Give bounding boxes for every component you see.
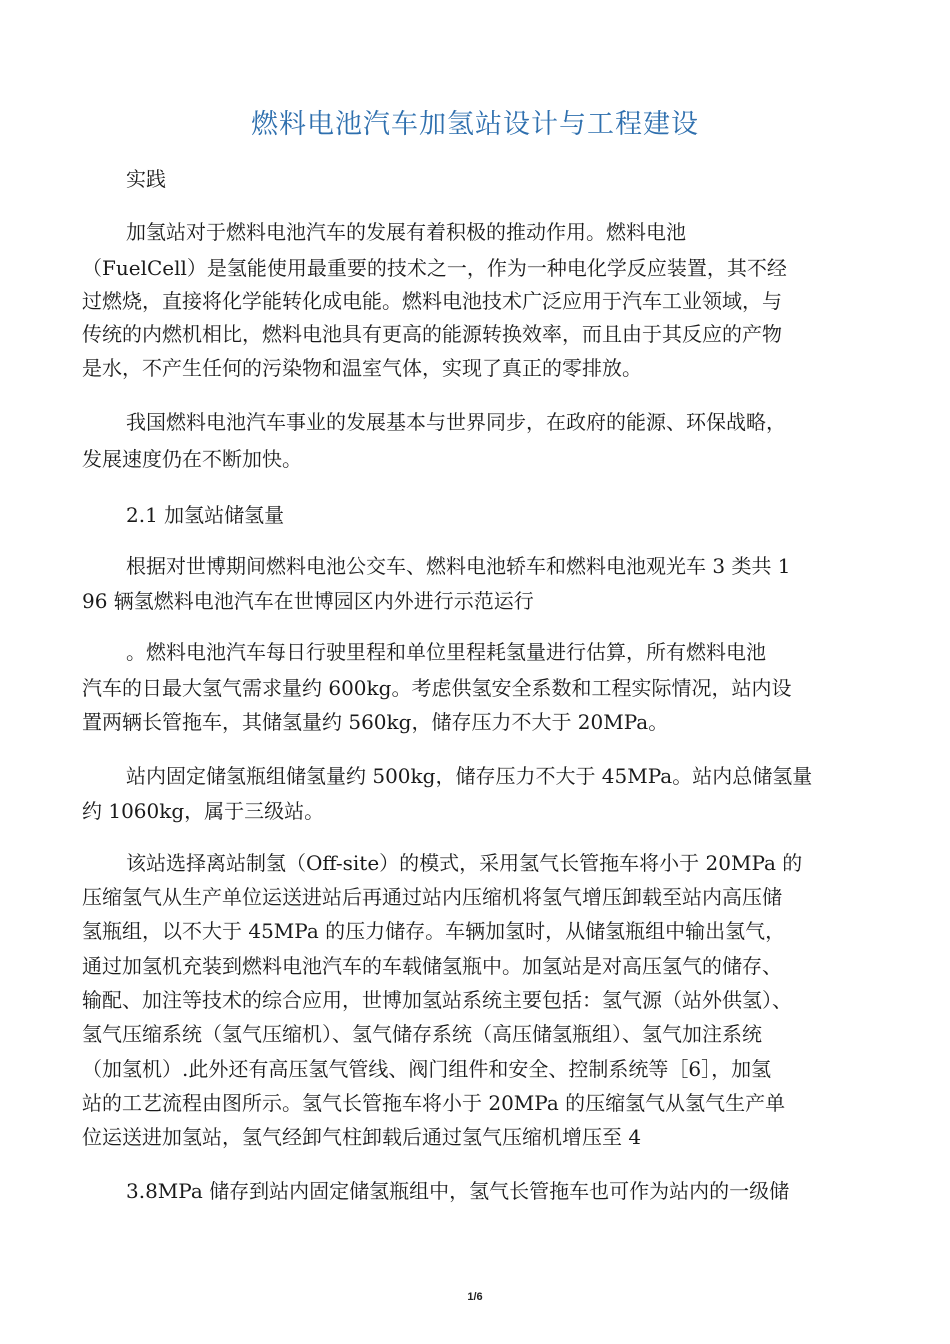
- text-line: 约 1060kg，属于三级站。: [82, 799, 325, 823]
- text-line: 该站选择离站制氢（Off-site）的模式，采用氢气长管拖车将小于 20MPa 的: [126, 851, 803, 875]
- document-title: 燃料电池汽车加氢站设计与工程建设: [251, 109, 699, 140]
- text-line: 站的工艺流程由图所示。氢气长管拖车将小于 20MPa 的压缩氢气从氢气生产单: [82, 1091, 786, 1115]
- text-line: 根据对世博期间燃料电池公交车、燃料电池轿车和燃料电池观光车 3 类共 1: [126, 554, 791, 578]
- text-line: 置两辆长管拖车，其储氢量约 560kg，储存压力不大于 20MPa。: [82, 710, 669, 734]
- text-line: 传统的内燃机相比，燃料电池具有更高的能源转换效率，而且由于其反应的产物: [82, 322, 782, 346]
- text-line: 氢瓶组，以不大于 45MPa 的压力储存。车辆加氢时，从储氢瓶组中输出氢气，: [82, 919, 786, 943]
- text-line: 实践: [126, 167, 166, 191]
- page-number: 1/6: [467, 1291, 483, 1303]
- text-line: 通过加氢机充装到燃料电池汽车的车载储氢瓶中。加氢站是对高压氢气的储存、: [82, 954, 782, 978]
- text-line: 加氢站对于燃料电池汽车的发展有着积极的推动作用。燃料电池: [126, 220, 686, 244]
- text-line: 发展速度仍在不断加快。: [82, 447, 302, 471]
- text-line: 我国燃料电池汽车事业的发展基本与世界同步，在政府的能源、环保战略，: [126, 410, 786, 434]
- text-line: 汽车的日最大氢气需求量约 600kg。考虑供氢安全系数和工程实际情况，站内设: [82, 676, 792, 700]
- text-line: 是水，不产生任何的污染物和温室气体，实现了真正的零排放。: [82, 356, 642, 380]
- text-line: 位运送进加氢站，氢气经卸气柱卸载后通过氢气压缩机增压至 4: [82, 1125, 642, 1149]
- text-line: 过燃烧，直接将化学能转化成电能。燃料电池技术广泛应用于汽车工业领域，与: [82, 289, 782, 313]
- section-heading: 2.1 加氢站储氢量: [126, 503, 285, 527]
- text-line: 96 辆氢燃料电池汽车在世博园区内外进行示范运行: [82, 589, 534, 613]
- text-line: 压缩氢气从生产单位运送进站后再通过站内压缩机将氢气增压卸载至站内高压储: [82, 885, 782, 909]
- text-line: 。燃料电池汽车每日行驶里程和单位里程耗氢量进行估算，所有燃料电池: [126, 640, 766, 664]
- text-line: （FuelCell）是氢能使用最重要的技术之一，作为一种电化学反应装置，其不经: [82, 256, 787, 280]
- text-line: （加氢机）.此外还有高压氢气管线、阀门组件和安全、控制系统等［6］，加氢: [82, 1057, 772, 1081]
- text-line: 氢气压缩系统（氢气压缩机）、氢气储存系统（高压储氢瓶组）、氢气加注系统: [82, 1022, 762, 1046]
- text-line: 输配、加注等技术的综合应用，世博加氢站系统主要包括：氢气源（站外供氢）、: [82, 988, 792, 1012]
- text-line: 3.8MPa 储存到站内固定储氢瓶组中，氢气长管拖车也可作为站内的一级储: [126, 1179, 790, 1203]
- text-line: 站内固定储氢瓶组储氢量约 500kg，储存压力不大于 45MPa。站内总储氢量: [126, 764, 813, 788]
